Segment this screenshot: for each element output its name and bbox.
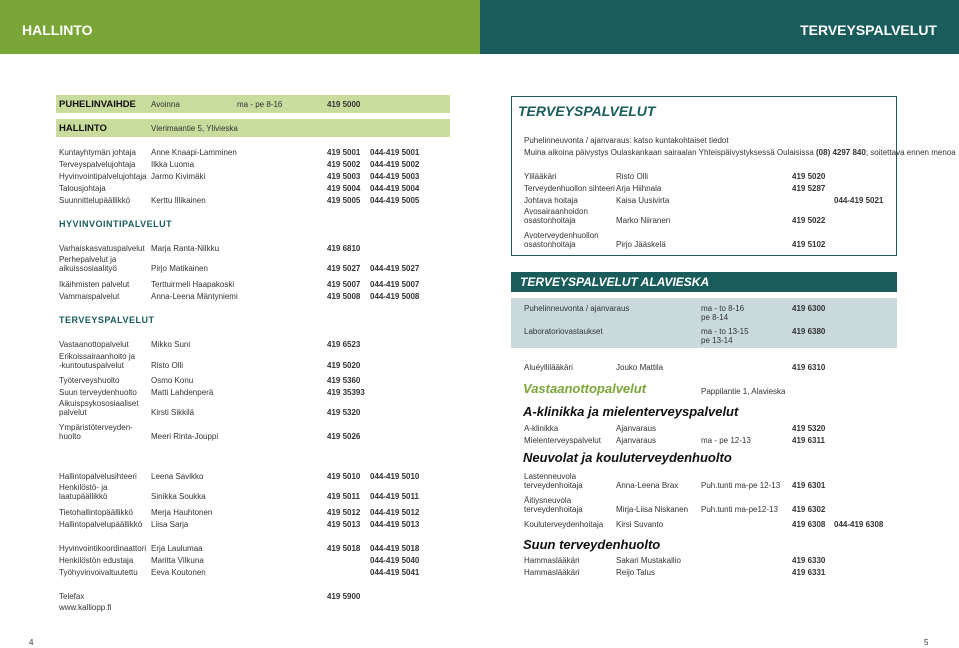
row-mobile: 044-419 5001 [370,148,420,157]
row-phone: 419 5320 [327,408,361,417]
neuvola-phone: 419 6308 [792,520,826,529]
alue-role: Aluéyllilääkäri [524,363,573,372]
row-role-line2: huolto [59,432,81,441]
page-number-right: 5 [924,638,929,647]
row-mobile: 044-419 5005 [370,196,420,205]
row-phone: 419 5027 [327,264,361,273]
row-name: Pirjo Matikainen [151,264,208,273]
box-row-role-line2: osastonhoitaja [524,216,576,225]
row-name: Merja Hauhtonen [151,508,213,517]
row-role: Henkilöstön edustaja [59,556,134,565]
row-phone: 419 5001 [327,148,361,157]
suun-name: Reijo Talus [616,568,655,577]
row-name: Osmo Konu [151,376,194,385]
row-phone: 419 6810 [327,244,361,253]
box-row-name: Arja Hiihnala [616,184,662,193]
terveys-left-title: TERVEYSPALVELUT [59,315,155,325]
row-phone: 419 5007 [327,280,361,289]
suun-phone: 419 6331 [792,568,826,577]
box-row-role: Ylilääkäri [524,172,557,181]
row-phone: 419 5004 [327,184,361,193]
row-name: Meeri Rinta-Jouppi [151,432,219,441]
row-mobile: 044-419 5004 [370,184,420,193]
row-role-line2: -kuntoutuspalvelut [59,361,124,370]
row-role: Terveyspalvelujohtaja [59,160,136,169]
row-name: Ilkka Luoma [151,160,195,169]
row-role: Kuntayhtymän johtaja [59,148,136,157]
lab-phone: 419 6380 [792,327,826,336]
row-role: Varhaiskasvatuspalvelut [59,244,145,253]
row-phone: 419 5008 [327,292,361,301]
line2-note: ; soitettava ennen menoa [865,148,956,157]
hallinto-address: Vierimaantie 5, Ylivieska [151,124,238,133]
row-name: Terttuirmeli Haapakoski [151,280,235,289]
box-row-name: Pirjo Jääskelä [616,240,666,249]
row-role: Ympäristöterveyden- [59,423,133,432]
aklinikka-role: Mielenterveyspalvelut [524,436,601,445]
telefax-label: Telefax [59,592,85,601]
row-role: Suunnittelupäällikkö [59,196,131,205]
suun-role: Hammaslääkäri [524,568,580,577]
neuvola-mobile: 044-419 6308 [834,520,884,529]
alue-phone: 419 6310 [792,363,826,372]
row-phone: 419 5360 [327,376,361,385]
row-phone: 419 5012 [327,508,361,517]
website-link[interactable]: www.kalliopp.fi [59,603,112,612]
lab-hours2: pe 13-14 [701,336,733,345]
row-role: Vammaispalvelut [59,292,120,301]
neuvola-name: Kirsi Suvanto [616,520,664,529]
row-name: Marja Ranta-Nilkku [151,244,220,253]
neuvonta-label: Puhelinneuvonta / ajanvaraus [524,304,630,313]
neuvola-phone: 419 6302 [792,505,826,514]
page-number-left: 4 [29,638,34,647]
box-row-phone: 419 5022 [792,216,826,225]
line2-phone: (08) 4297 840 [816,148,866,157]
row-phone: 419 5010 [327,472,361,481]
box-row-name: Risto Olli [616,172,649,181]
neuvonta-hours1: ma - to 8-16 [701,304,745,313]
row-role: Työhyvinvoivaltuutettu [59,568,138,577]
box-row-name: Kaisa Uusivirta [616,196,670,205]
row-name: Kirsti Sikkilä [151,408,195,417]
row-name: Erja Laulumaa [151,544,203,553]
aklinikka-role: A-klinikka [524,424,559,433]
row-role-line2: laatupäällikkö [59,492,108,501]
box-row-role: Terveydenhuollon sihteeri [524,184,615,193]
suun-phone: 419 6330 [792,556,826,565]
aklinikka-hours: ma - pe 12-13 [701,436,751,445]
row-mobile: 044-419 5003 [370,172,420,181]
row-mobile: 044-419 5012 [370,508,420,517]
neuvola-hours: Puh.tunti ma-pe 12-13 [701,481,781,490]
row-name: Liisa Sarja [151,520,189,529]
telefax-phone: 419 5900 [327,592,361,601]
row-mobile: 044-419 5008 [370,292,420,301]
row-role: Hyvinvointipalvelujohtaja [59,172,147,181]
vastaanotto-title: Vastaanottopalvelut [523,381,647,396]
aklinikka-phone: 419 5320 [792,424,826,433]
row-mobile: 044-419 5041 [370,568,420,577]
row-phone: 419 5026 [327,432,361,441]
row-mobile: 044-419 5018 [370,544,420,553]
row-role: Hyvinvointikoordinaattori [59,544,147,553]
suun-name: Sakari Mustakallio [616,556,681,565]
neuvola-role-line2: terveydenhoitaja [524,481,583,490]
row-name: Anne Knaapi-Lamminen [151,148,237,157]
row-mobile: 044-419 5002 [370,160,420,169]
row-mobile: 044-419 5027 [370,264,420,273]
vaihde-name: Avoinna [151,100,180,109]
hyvinvointi-title: HYVINVOINTIPALVELUT [59,219,173,229]
row-phone: 419 5020 [327,361,361,370]
row-role: Työterveyshuolto [59,376,120,385]
row-phone: 419 5003 [327,172,361,181]
row-role: Vastaanottopalvelut [59,340,129,349]
box-row-phone: 419 5102 [792,240,826,249]
neuvola-role: Kouluterveydenhoitaja [524,520,604,529]
right-box-title: TERVEYSPALVELUT [518,103,656,119]
aklinikka-phone: 419 6311 [792,436,825,445]
neuvonta-hours2: pe 8-14 [701,313,729,322]
box-row-role: Avosairaanhoidon [524,207,588,216]
row-mobile: 044-419 5011 [370,492,419,501]
vastaanotto-address: Pappilantie 1, Alavieska [701,387,786,396]
aklinikka-name: Ajanvaraus [616,436,657,445]
aklinikka-name: Ajanvaraus [616,424,657,433]
box-row-role: Avoterveydenhuollon [524,231,599,240]
vaihde-title: PUHELINVAIHDE [59,99,136,110]
row-name: Sinikka Soukka [151,492,206,501]
row-role: Tietohallintopäällikkö [59,508,133,517]
row-role: Henkilöstö- ja [59,483,108,492]
row-role: Hallintopalvelusihteeri [59,472,137,481]
row-name: Risto Olli [151,361,184,370]
box-row-mobile: 044-419 5021 [834,196,884,205]
neuvola-name: Mirja-Liisa Niskanen [616,505,689,514]
neuvola-phone: 419 6301 [792,481,826,490]
right-header-bar [480,0,959,54]
row-name: Eeva Koutonen [151,568,206,577]
row-role: Ikäihmisten palvelut [59,280,130,289]
neuvola-role-line2: terveydenhoitaja [524,505,583,514]
row-name: Maritta Vilkuna [151,556,204,565]
row-role: Aikuispsykososiaaliset [59,399,139,408]
row-mobile: 044-419 5010 [370,472,420,481]
row-phone: 419 5002 [327,160,361,169]
neuvola-role: Lastenneuvola [524,472,577,481]
row-phone: 419 5013 [327,520,361,529]
box-row-phone: 419 5287 [792,184,826,193]
vaihde-phone: 419 5000 [327,100,361,109]
line2-text: Muina aikoina päivystys Oulaskankaan sairaalan Yhteispäivystyksessä Oulaisissa [524,148,816,157]
hallinto-band [56,119,450,137]
row-name: Matti Lahdenperä [151,388,214,397]
box-row-role: Johtava hoitaja [524,196,578,205]
row-phone: 419 6523 [327,340,361,349]
row-name: Jarmo Kivimäki [151,172,206,181]
row-role: Erikoissairaanhoito ja [59,352,136,361]
right-box-line2 [524,148,956,157]
lab-hours1: ma - to 13-15 [701,327,749,336]
box-row-name: Marko Niiranen [616,216,671,225]
row-mobile: 044-419 5007 [370,280,420,289]
neuvola-name: Anna-Leena Brax [616,481,679,490]
alue-name: Jouko Mattila [616,363,664,372]
row-role: Perhepalvelut ja [59,255,117,264]
row-role-line2: palvelut [59,408,87,417]
neuvolat-title: Neuvolat ja kouluterveydenhuolto [523,450,732,465]
alavieska-title: TERVEYSPALVELUT ALAVIESKA [520,275,710,289]
row-role: Hallintopalvelupäällikkö [59,520,143,529]
box-row-phone: 419 5020 [792,172,826,181]
row-role: Talousjohtaja [59,184,106,193]
row-phone: 419 5005 [327,196,361,205]
right-header-title: TERVEYSPALVELUT [800,22,937,38]
row-phone: 419 5011 [327,492,360,501]
suun-title: Suun terveydenhuolto [523,537,661,552]
suun-role: Hammaslääkäri [524,556,580,565]
neuvola-role: Äitiysneuvola [524,496,572,505]
hallinto-title: HALLINTO [59,123,107,134]
row-mobile: 044-419 5040 [370,556,420,565]
row-name: Leena Savikko [151,472,204,481]
row-phone: 419 35393 [327,388,365,397]
vaihde-hours: ma - pe 8-16 [237,100,283,109]
row-role-line2: aikuissosiaalityö [59,264,117,273]
right-box-line1: Puhelinneuvonta / ajanvaraus: katso kuntakohtaiset tiedot [524,136,729,145]
row-role: Suun terveydenhuolto [59,388,137,397]
left-header-bar [0,0,480,54]
aklinikka-title: A-klinikka ja mielenterveyspalvelut [523,404,739,419]
box-row-role-line2: osastonhoitaja [524,240,576,249]
row-name: Mikko Suni [151,340,191,349]
lab-label: Laboratoriovastaukset [524,327,603,336]
row-name: Anna-Leena Mäntyniemi [151,292,238,301]
left-header-title: HALLINTO [22,22,93,38]
row-phone: 419 5018 [327,544,361,553]
row-name: Kerttu Illikainen [151,196,206,205]
neuvola-hours: Puh.tunti ma-pe12-13 [701,505,778,514]
row-mobile: 044-419 5013 [370,520,420,529]
neuvonta-phone: 419 6300 [792,304,826,313]
